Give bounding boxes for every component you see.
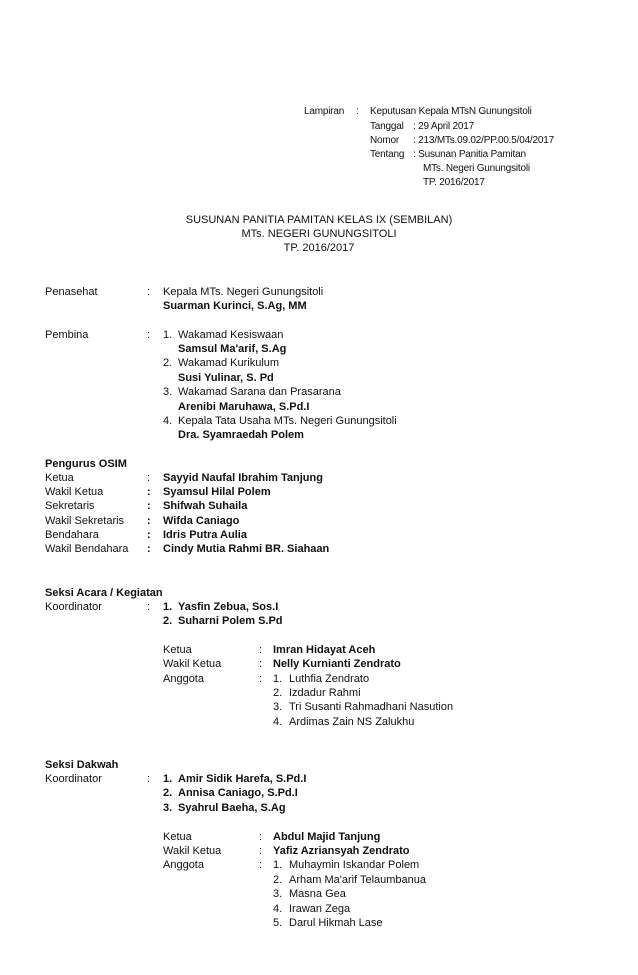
dakwah-anggota-num: 4. — [273, 903, 283, 915]
dakwah-anggota-name: Darul Hikmah Lase — [289, 917, 383, 929]
acara-koordinator-num: 2. — [163, 615, 173, 627]
lampiran-label: Lampiran — [304, 106, 345, 117]
acara-wakil-colon: : — [259, 658, 263, 670]
osim-row-label: Wakil Bendahara — [45, 543, 129, 555]
dakwah-koordinator-name: Annisa Caniago, S.Pd.I — [178, 787, 298, 799]
pembina-num: 1. — [163, 329, 173, 341]
dakwah-anggota-name: Masna Gea — [289, 888, 346, 900]
pembina-label: Pembina — [45, 329, 89, 341]
acara-anggota-colon: : — [259, 673, 263, 685]
acara-wakil-name: Nelly Kurnianti Zendrato — [273, 658, 401, 670]
pembina-role: Wakamad Kesiswaan — [178, 329, 284, 341]
dakwah-wakil-name: Yafiz Azriansyah Zendrato — [273, 845, 410, 857]
tentang-value: : Susunan Panitia Pamitan — [413, 149, 526, 160]
title-line3: TP. 2016/2017 — [283, 242, 355, 254]
dakwah-koordinator-name: Syahrul Baeha, S.Ag — [178, 802, 286, 814]
penasehat-label: Penasehat — [45, 286, 98, 298]
penasehat-role: Kepala MTs. Negeri Gunungsitoli — [163, 286, 324, 298]
osim-row-label: Ketua — [45, 472, 74, 484]
pembina-role: Kepala Tata Usaha MTs. Negeri Gunungsitoli — [178, 415, 397, 427]
pembina-num: 4. — [163, 415, 173, 427]
osim-row-name: Shifwah Suhaila — [163, 500, 248, 512]
osim-row-colon: : — [147, 472, 151, 484]
title-line1: SUSUNAN PANITIA PAMITAN KELAS IX (SEMBILAN) — [185, 214, 453, 226]
dakwah-ketua-colon: : — [259, 831, 263, 843]
pembina-name: Susi Yulinar, S. Pd — [178, 372, 274, 384]
dakwah-anggota-name: Irawan Zega — [289, 903, 351, 915]
penasehat-name: Suarman Kurinci, S.Ag, MM — [163, 300, 307, 312]
osim-row-colon: : — [147, 500, 151, 512]
acara-anggota-num: 4. — [273, 716, 283, 728]
acara-koordinator-colon: : — [147, 601, 151, 613]
lampiran-colon: : — [356, 106, 359, 117]
dakwah-koordinator-num: 3. — [163, 802, 173, 814]
dakwah-koordinator-label: Koordinator — [45, 773, 102, 785]
acara-wakil-label: Wakil Ketua — [163, 658, 222, 670]
osim-row-name: Sayyid Naufal Ibrahim Tanjung — [163, 472, 323, 484]
tanggal-label: Tanggal — [370, 121, 404, 132]
acara-anggota-name: Ardimas Zain NS Zalukhu — [289, 716, 415, 728]
tentang-line2: MTs. Negeri Gunungsitoli — [423, 163, 530, 174]
dakwah-wakil-colon: : — [259, 845, 263, 857]
acara-koordinator-label: Koordinator — [45, 601, 102, 613]
tentang-line3: TP. 2016/2017 — [423, 177, 485, 188]
osim-heading: Pengurus OSIM — [45, 458, 127, 470]
dakwah-ketua-name: Abdul Majid Tanjung — [273, 831, 381, 843]
osim-row-colon: : — [147, 543, 151, 555]
pembina-role: Wakamad Sarana dan Prasarana — [178, 386, 341, 398]
acara-anggota-label: Anggota — [163, 673, 204, 685]
osim-row-label: Wakil Sekretaris — [45, 515, 125, 527]
pembina-num: 3. — [163, 386, 173, 398]
dakwah-koordinator-num: 2. — [163, 787, 173, 799]
acara-heading: Seksi Acara / Kegiatan — [45, 587, 163, 599]
dakwah-heading: Seksi Dakwah — [45, 759, 119, 771]
osim-row-name: Wifda Caniago — [163, 515, 240, 527]
acara-anggota-name: Tri Susanti Rahmadhani Nasution — [289, 701, 454, 713]
pembina-colon: : — [147, 329, 151, 341]
acara-anggota-name: Izdadur Rahmi — [289, 687, 361, 699]
acara-anggota-num: 3. — [273, 701, 283, 713]
osim-row-colon: : — [147, 486, 151, 498]
nomor-value: : 213/MTs.09.02/PP.00.5/04/2017 — [413, 135, 554, 146]
acara-koordinator-num: 1. — [163, 601, 173, 613]
pembina-num: 2. — [163, 357, 173, 369]
osim-row-name: Syamsul Hilal Polem — [163, 486, 271, 498]
penasehat-colon: : — [147, 286, 151, 298]
acara-anggota-num: 2. — [273, 687, 283, 699]
dakwah-anggota-num: 2. — [273, 874, 283, 886]
dakwah-ketua-label: Ketua — [163, 831, 192, 843]
dakwah-anggota-num: 3. — [273, 888, 283, 900]
title-line2: MTs. NEGERI GUNUNGSITOLI — [241, 228, 397, 240]
dakwah-anggota-name: Muhaymin Iskandar Polem — [289, 859, 420, 871]
acara-ketua-name: Imran Hidayat Aceh — [273, 644, 376, 656]
dakwah-koordinator-name: Amir Sidik Harefa, S.Pd.I — [178, 773, 307, 785]
osim-row-label: Bendahara — [45, 529, 99, 541]
pembina-role: Wakamad Kurikulum — [178, 357, 280, 369]
osim-row-label: Sekretaris — [45, 500, 95, 512]
acara-anggota-name: Luthfia Zendrato — [289, 673, 370, 685]
osim-row-colon: : — [147, 529, 151, 541]
dakwah-anggota-label: Anggota — [163, 859, 204, 871]
acara-anggota-num: 1. — [273, 673, 283, 685]
tanggal-value: : 29 April 2017 — [413, 121, 474, 132]
pembina-name: Samsul Ma'arif, S.Ag — [178, 343, 287, 355]
dakwah-anggota-num: 1. — [273, 859, 283, 871]
dakwah-anggota-num: 5. — [273, 917, 283, 929]
osim-row-label: Wakil Ketua — [45, 486, 104, 498]
dakwah-anggota-colon: : — [259, 859, 263, 871]
dakwah-koordinator-num: 1. — [163, 773, 173, 785]
dakwah-koordinator-colon: : — [147, 773, 151, 785]
acara-ketua-label: Ketua — [163, 644, 192, 656]
nomor-label: Nomor — [370, 135, 400, 146]
dakwah-wakil-label: Wakil Ketua — [163, 845, 222, 857]
pembina-name: Arenibi Maruhawa, S.Pd.I — [178, 401, 310, 413]
dakwah-anggota-name: Arham Ma'arif Telaumbanua — [289, 874, 427, 886]
acara-koordinator-name: Yasfin Zebua, Sos.I — [178, 601, 279, 613]
lampiran-value: Keputusan Kepala MTsN Gunungsitoli — [370, 106, 532, 117]
osim-row-colon: : — [147, 515, 151, 527]
pembina-name: Dra. Syamraedah Polem — [178, 429, 304, 441]
acara-ketua-colon: : — [259, 644, 263, 656]
acara-koordinator-name: Suharni Polem S.Pd — [178, 615, 283, 627]
osim-row-name: Cindy Mutia Rahmi BR. Siahaan — [163, 543, 330, 555]
osim-row-name: Idris Putra Aulia — [163, 529, 247, 541]
tentang-label: Tentang — [370, 149, 405, 160]
